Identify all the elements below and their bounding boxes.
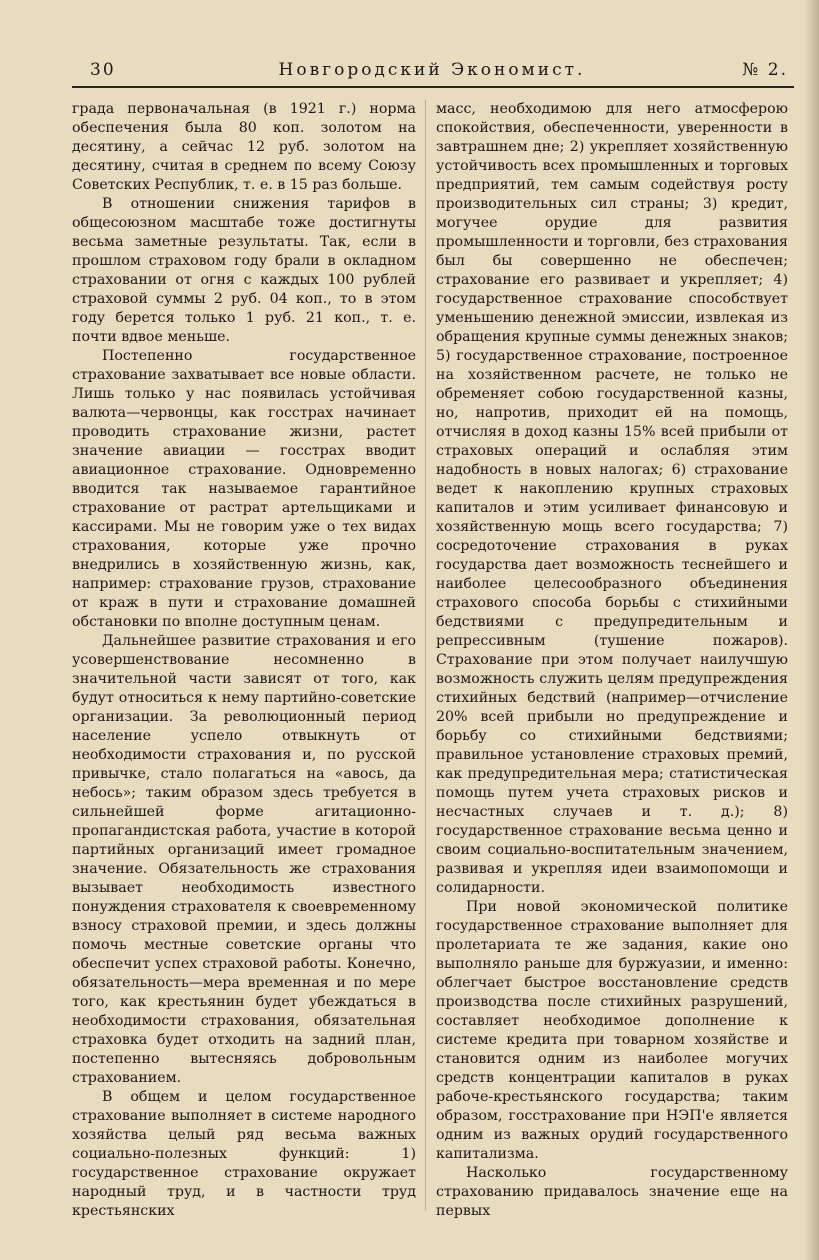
right-column	[436, 100, 788, 1221]
right-paragraph-3: Насколько государственному страхованию придавалось значение еще на первых	[436, 1165, 788, 1219]
page-edge-shadow	[805, 0, 819, 1260]
left-paragraph-2: В отношении снижения тарифов в общесоюзном масштабе тоже достигнуты весьма заметные результаты. Так, если в прошлом страховом году брали в окладном страховании от огня с каждых 100 рублей страховой суммы 2 руб. 04 коп., то в этом году берется только 1 руб. 21 коп., т. е. почти вдвое меньше.	[72, 196, 416, 345]
header-rule	[72, 86, 794, 88]
left-paragraph-5: В общем и целом государственное страхование выполняет в системе народного хозяйства целый ряд весьма важных социально-полезных функций: 1) государственное страхование окружает народный труд, и в частности труд крестьянских	[72, 1089, 416, 1219]
left-paragraph-3: Постепенно государственное страхование захватывает все новые области. Лишь только у нас появилась устойчивая валюта—червонцы, как госстрах начинает проводить страхование жизни, растет значение авиации — госстрах вводит авиационное страхование. Одновременно вводится так называемое гарантийное страхование от растрат артельщиками и кассирами. Мы не говорим уже о тех видах страхования, которые уже прочно внедрились в хозяйственную жизнь, как, например: страхование грузов, страхование от краж в пути и страхование домашней обстановки по вполне доступным ценам.	[72, 348, 416, 630]
journal-title: Новгородский Экономист.	[278, 60, 586, 80]
right-paragraph-1: масс, необходимою для него атмосферою спокойствия, обеспеченности, уверенности в завтрашнем дне; 2) укрепляет хозяйственную устойчивость всех промышленных и торговых предприятий, тем самым содействуя росту производительных сил страны; 3) кредит, могучее орудие для развития промышленности и торговли, без страхования был бы совершенно не обеспечен; страхование его развивает и укрепляет; 4) государственное страхование способствует уменьшению денежной эмиссии, извлекая из обращения крупные суммы денежных знаков; 5) государственное страхование, построенное на хозяйственном расчете, не только не обременяет собою государственной казны, но, напротив, приходит ей на помощь, отчисляя в доход казны 15% всей прибыли от страховых операций и ослабляя этим надобность в новых налогах; 6) страхование ведет к накоплению крупных страховых капиталов и этим усиливает финансовую и хозяйственную мощь всего государства; 7) сосредоточение страхования в руках государства дает возможность теснейшего и наиболее целесообразного объединения страхового способа борьбы с стихийными бедствиями с предупредительным и репрессивным (тушение пожаров). Страхование при этом получает наилучшую возможность служить целям предупреждения стихийных бедствий (например—отчисление 20% всей прибыли но предупреждение и борьбу со стихийными бедствиями; правильное установление страховых премий, как предупредительная мера; статистическая помощь путем учета страховых рисков и несчастных случаев и т. д.); 8) государственное страхование весьма ценно и своим социально-воспитательным значением, развивая и укрепляя идеи взаимопомощи и солидарности.	[436, 101, 788, 896]
running-header	[72, 54, 792, 82]
issue-number: № 2.	[742, 60, 788, 80]
left-paragraph-4: Дальнейшее развитие страхования и его усовершенствование несомненно в значительной части зависят от того, как будут относиться к нему партийно-советские организации. За революционный период население успело отвыкнуть от необходимости страхования и, по русской привычке, стало полагаться на «авось, да небось»; таким образом здесь требуется в сильнейшей форме агитационно-пропагандистская работа, участие в которой партийных организаций имеет громадное значение. Обязательность же страхования вызывает необходимость известного понуждения страхователя к своевременному взносу страховой премии, и здесь должны помочь местные советские органы что обеспечит успех страховой работы. Конечно, обязательность—мера временная и по мере того, как крестьянин будет убеждаться в необходимости страхования, обязательная страховка будет отходить на задний план, постепенно вытесняясь добровольным страхованием.	[72, 633, 416, 1086]
page-number: 30	[90, 60, 116, 80]
left-column	[72, 100, 416, 1221]
column-divider	[425, 100, 426, 1210]
left-paragraph-1: града первоначальная (в 1921 г.) норма обеспечения была 80 коп. золотом на десятину, а сейчас 12 руб. золотом на десятину, считая в среднем по всему Союзу Советских Республик, т. е. в 15 раз больше.	[72, 101, 416, 193]
right-paragraph-2: При новой экономической политике государственное страхование выполняет для пролетариата те же задания, какие оно выполняло раньше для буржуазии, и именно: облегчает быстрое восстановление средств производства после стихийных разрушений, составляет необходимое дополнение к системе кредита при товарном хозяйстве и становится одним из наиболее могучих средств концентрации капиталов в руках рабоче-крестьянского государства; таким образом, госстрахование при НЭП'е является одним из важных орудий государственного капитализма.	[436, 899, 788, 1162]
